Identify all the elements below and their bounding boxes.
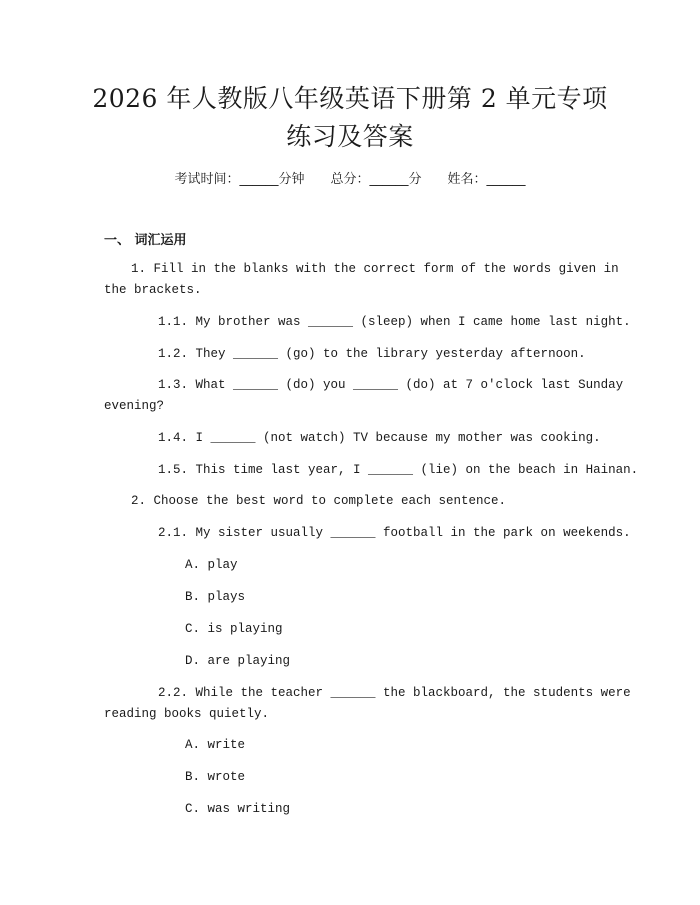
exam-meta: [0, 168, 700, 187]
title-line-2: 练习及答案: [286, 122, 414, 151]
option-2-1-a: A. play: [185, 558, 238, 572]
section-heading: 一、 词汇运用: [104, 233, 187, 248]
question-1-line-1: 1. Fill in the blanks with the correct form of the words given in: [131, 262, 619, 276]
item-2-1: 2.1. My sister usually ______ football in the park on weekends.: [158, 526, 631, 540]
item-2-2-line-2: reading books quietly.: [104, 707, 270, 721]
document-title: [0, 80, 700, 156]
option-2-2-b: B. wrote: [185, 770, 246, 784]
item-1-1: 1.1. My brother was ______ (sleep) when I came home last night.: [158, 315, 631, 329]
item-1-4: 1.4. I ______ (not watch) TV because my mother was cooking.: [158, 431, 601, 445]
option-2-1-c: C. is playing: [185, 622, 283, 636]
option-2-1-d: D. are playing: [185, 654, 291, 668]
item-2-2-line-1: 2.2. While the teacher ______ the blackboard, the students were: [158, 686, 631, 700]
item-1-2: 1.2. They ______ (go) to the library yesterday afternoon.: [158, 347, 586, 361]
exam-name: 姓名：______: [447, 172, 526, 187]
item-1-5: 1.5. This time last year, I ______ (lie) on the beach in Hainan.: [158, 463, 639, 477]
exam-score: 总分：______分: [330, 172, 422, 187]
option-2-2-a: A. write: [185, 738, 246, 752]
title-line-1: 2026 年人教版八年级英语下册第 2 单元专项: [92, 84, 608, 113]
option-2-1-b: B. plays: [185, 590, 246, 604]
exam-time: 考试时间：______分钟: [174, 172, 305, 187]
item-1-3-line-1: 1.3. What ______ (do) you ______ (do) at 7 o'clock last Sunday: [158, 378, 624, 392]
item-1-3-line-2: evening?: [104, 399, 165, 413]
option-2-2-c: C. was writing: [185, 802, 291, 816]
question-1-line-2: the brackets.: [104, 283, 202, 297]
question-2-line-1: 2. Choose the best word to complete each sentence.: [131, 494, 507, 508]
